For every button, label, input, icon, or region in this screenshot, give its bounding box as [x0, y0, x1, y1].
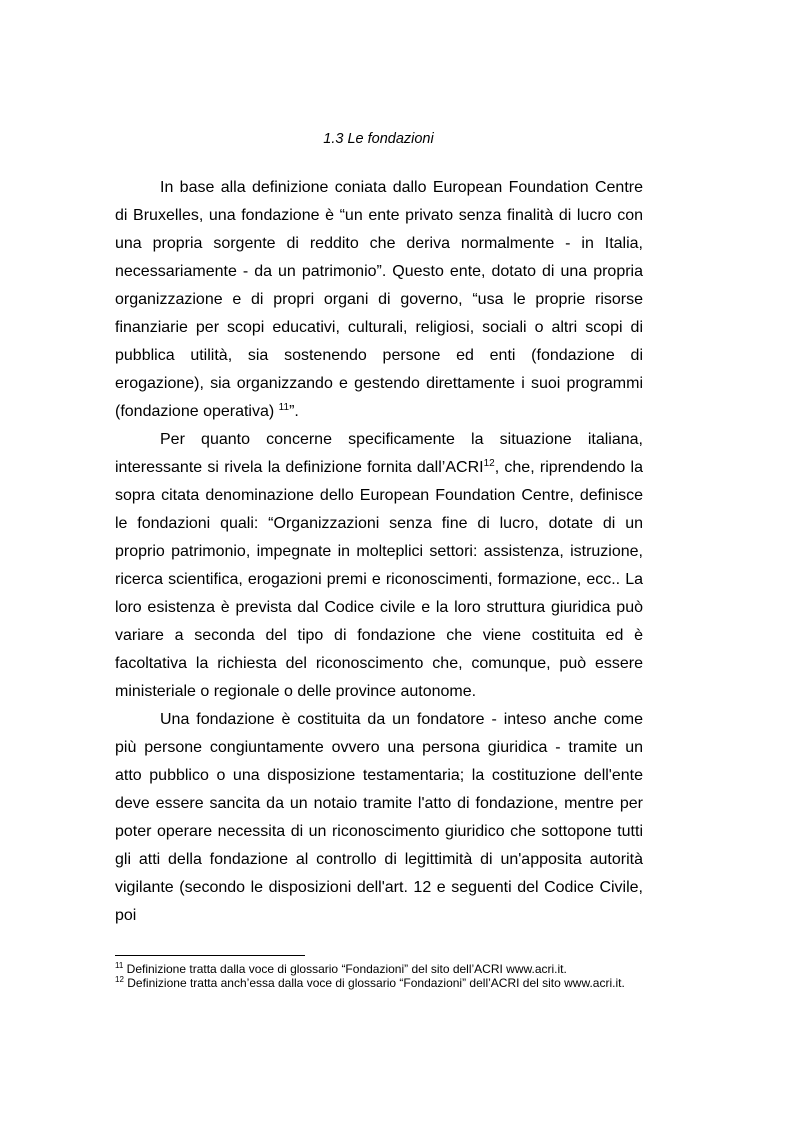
- footnote-text: Definizione tratta anch’essa dalla voce di glossario “Fondazioni” dell’ACRI del sito www.acri.it.: [127, 976, 625, 990]
- paragraph-2-text-a: Per quanto concerne specificamente la situazione italiana, interessante si rivela la definizione fornita dall’ACRI: [115, 431, 643, 476]
- footnote-12: [115, 976, 643, 990]
- footnote-text: Definizione tratta dalla voce di glossario “Fondazioni” del sito dell’ACRI www.acri.it.: [126, 962, 567, 976]
- footnote-number: 12: [115, 975, 124, 984]
- footnote-11: [115, 962, 643, 976]
- footnote-ref-12: 12: [483, 458, 495, 469]
- paragraph-1-text: In base alla definizione coniata dallo European Foundation Centre di Bruxelles, una fondazione è “un ente privato senza finalità di lucro con una propria sorgente di reddito che deriva normalmente - in Italia, necessariamente - da un patrimonio”. Questo ente, dotato di una propria organizzazione e di propri organi di governo, “usa le proprie risorse finanziarie per scopi educativi, culturali, religiosi, sociali o altri scopi di pubblica utilità, sia sostenendo persone ed enti (fondazione di erogazione), sia organizzando e gestendo direttamente i suoi programmi (fondazione operativa): [115, 179, 643, 420]
- paragraph-1-tail: ”.: [289, 403, 299, 420]
- section-title: 1.3 Le fondazioni: [323, 131, 434, 147]
- footnote-number: 11: [115, 961, 124, 970]
- paragraph-2: [115, 426, 643, 706]
- footnote-divider: [115, 955, 305, 956]
- paragraph-2-text-b: , che, riprendendo la sopra citata denominazione dello European Foundation Centre, definisce le fondazioni quali: “Organizzazioni senza fine di lucro, dotate di un proprio patrimonio, impegnate in molteplici settori: assistenza, istruzione, ricerca scientifica, erogazioni premi e riconoscimenti, formazione, ecc.. La loro esistenza è prevista dal Codice civile e la loro struttura giuridica può variare a seconda del tipo di fondazione che viene costituita ed è facoltativa la richiesta del riconoscimento che, comunque, può essere ministeriale o regionale o delle province autonome.: [115, 459, 644, 700]
- paragraph-1: [115, 174, 643, 426]
- footnote-ref-11: 11: [278, 402, 290, 413]
- body-text: [115, 174, 643, 930]
- paragraph-3: [115, 706, 643, 930]
- paragraph-3-text: Una fondazione è costituita da un fondatore - inteso anche come più persone congiuntamente ovvero una persona giuridica - tramite un atto pubblico o una disposizione testamentaria; la costituzione dell'ente deve essere sancita da un notaio tramite l'atto di fondazione, mentre per poter operare necessita di un riconoscimento giuridico che sottopone tutti gli atti della fondazione al controllo di legittimità di un'apposita autorità vigilante (secondo le disposizioni dell'art. 12 e seguenti del Codice Civile, poi: [115, 711, 643, 924]
- footnotes: [115, 962, 643, 990]
